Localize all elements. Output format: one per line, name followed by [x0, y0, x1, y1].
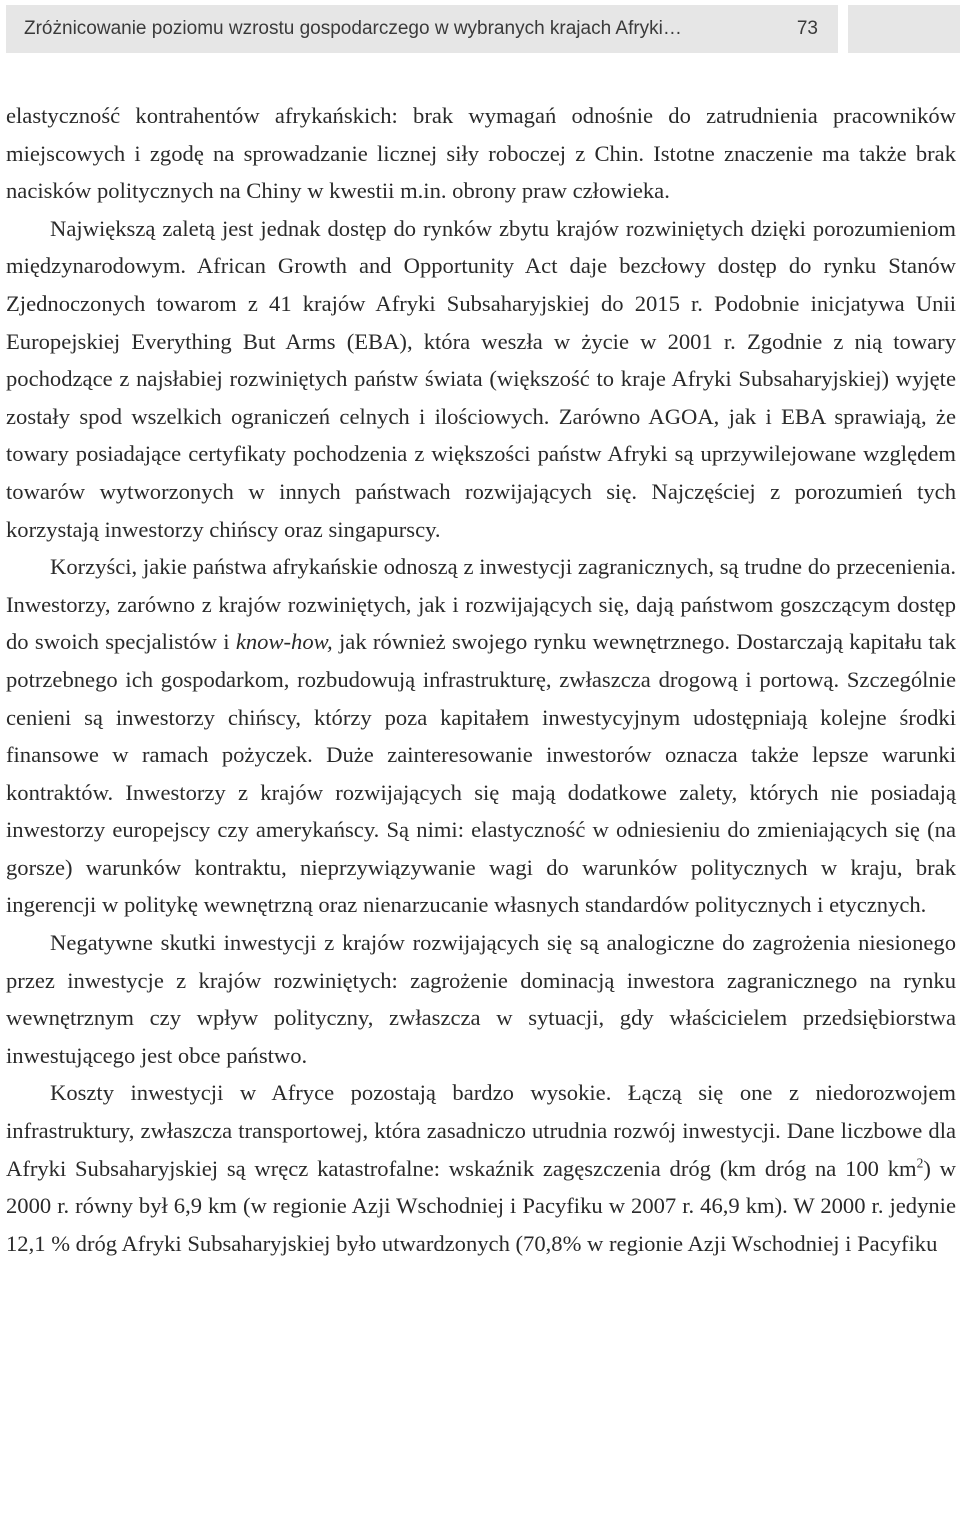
- paragraph-5: [6, 1074, 956, 1262]
- running-header-title: Zróżnicowanie poziomu wzrostu gospodarczego w wybranych krajach Afryki…: [24, 18, 682, 39]
- paragraph-2: Największą zaletą jest jednak dostęp do rynków zbytu krajów rozwiniętych dzięki porozumieniom międzynarodowym. African Growth and Opportunity Act daje bezcłowy dostęp do rynku Stanów Zjednoczonych towarom z 41 krajów Afryki Subsaharyjskiej do 2015 r. Podobnie inicjatywa Unii Europejskiej Everything But Arms (EBA), która weszła w życie w 2001 r. Zgodnie z nią towary pochodzące z najsłabiej rozwiniętych państw świata (większość to kraje Afryki Subsaharyjskiej) wyjęte zostały spod wszelkich ograniczeń celnych i ilościowych. Zarówno AGOA, jak i EBA sprawiają, że towary posiadające certyfikaty pochodzenia z większości państw Afryki są uprzywilejowane względem towarów wytworzonych w innych państwach rozwijających się. Najczęściej z porozumień tych korzystają inwestorzy chińscy oraz singapurscy.: [6, 215, 956, 542]
- paragraph-4: Negatywne skutki inwestycji z krajów rozwijających się są analogiczne do zagrożenia niesionego przez inwestycje z krajów rozwiniętych: zagrożenie dominacją inwestora zagranicznego na rynku wewnętrznym czy wpływ polityczny, zwłaszcza w sytuacji, gdy właścicielem przedsiębiorstwa inwestującego jest obce państwo.: [6, 930, 956, 1068]
- header-tab-decoration: [848, 5, 960, 53]
- running-header: [6, 5, 838, 53]
- paragraph-5-text-start: Koszty inwestycji w Afryce pozostają bardzo wysokie. Łączą się one z niedorozwojem infrastruktury, zwłaszcza transportowej, która zasadniczo utrudnia rozwój inwestycji. Dane liczbowe dla Afryki Subsaharyjskiej są wręcz katastrofalne: wskaźnik zagęszczenia dróg (km dróg na 100 km: [6, 1080, 956, 1181]
- paragraph-3-text-end: jak również swojego rynku wewnętrznego. Dostarczają kapitału tak potrzebnego ich gospodarkom, rozbudowują infrastrukturę, zwłaszcza drogową i portową. Szczególnie cenieni są inwestorzy chińscy, którzy poza kapitałem inwestycyjnym udostępniają kolejne środki finansowe w ramach pożyczek. Duże zainteresowanie inwestorów oznacza także lepsze warunki kontraktów. Inwestorzy z krajów rozwijających się mają dodatkowe zalety, których nie posiadają inwestorzy europejscy czy amerykańscy. Są nimi: elastyczność w odniesieniu do zmieniających się (na gorsze) warunków kontraktu, nieprzywiązywanie wagi do warunków politycznych w kraju, brak ingerencji w politykę wewnętrzną oraz nienarzucanie własnych standardów politycznych i etycznych.: [6, 629, 956, 918]
- superscript-2: 2: [916, 1155, 924, 1171]
- paragraph-3: [6, 548, 956, 924]
- page-number: 73: [796, 18, 818, 39]
- paragraph-3-text-start: Korzyści, jakie państwa afrykańskie odnoszą z inwestycji zagranicznych, są trudne do przecenienia. Inwestorzy, zarówno z krajów rozwiniętych, jak i rozwijających się, dają państwom goszczącym dostęp do swoich specjalistów i: [6, 554, 956, 655]
- paragraph-5-text-end: ) w 2000 r. równy był 6,9 km (w regionie Azji Wschodniej i Pacyfiku w 2007 r. 46,9 km). W 2000 r. jedynie 12,1 % dróg Afryki Subsaharyjskiej było utwardzonych (70,8% w regionie Azji Wschodniej i Pacyfiku: [6, 1155, 956, 1256]
- know-how-term: know-how,: [235, 629, 333, 655]
- document-body: [6, 97, 956, 1262]
- paragraph-1: elastyczność kontrahentów afrykańskich: brak wymagań odnośnie do zatrudnienia pracowników miejscowych i zgodę na sprowadzanie licznej siły roboczej z Chin. Istotne znaczenie ma także brak nacisków politycznych na Chiny w kwestii m.in. obrony praw człowieka.: [6, 103, 956, 204]
